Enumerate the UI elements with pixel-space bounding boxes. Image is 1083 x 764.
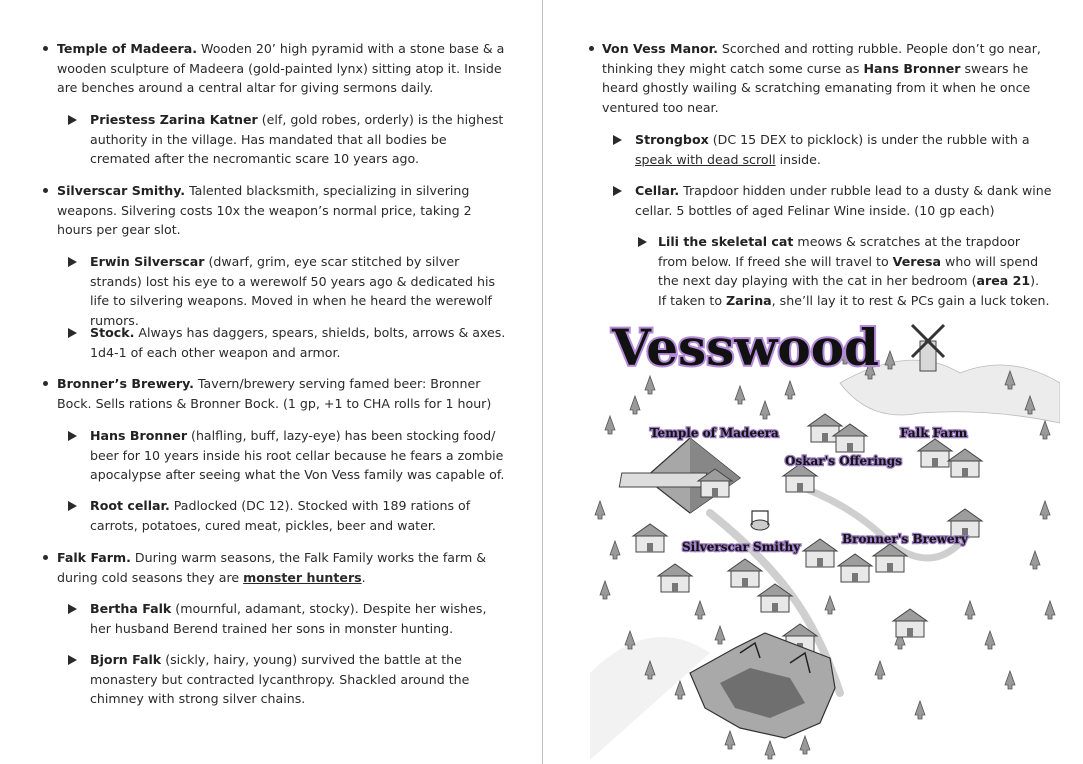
farm-end: . bbox=[361, 569, 366, 585]
bertha-name: Bertha Falk bbox=[90, 601, 172, 616]
area-ref: area 21 bbox=[976, 273, 1031, 289]
bullet-arrow bbox=[68, 257, 77, 267]
bullet-arrow bbox=[638, 237, 647, 247]
lili-name: Lili the skeletal cat bbox=[658, 234, 794, 249]
manor-hans-name: Hans Bronner bbox=[863, 60, 961, 76]
map-label-oskar: Oskar's Offerings bbox=[785, 454, 902, 468]
bullet-dot bbox=[589, 46, 594, 51]
brewery-entry bbox=[57, 374, 507, 413]
erwin-text: (dwarf, grim, eye scar stitched by silver strands) lost his eye to a werewolf 50 years ago & dedicated his life to silvering weapons. Moved in when he heard the werewolf rumors. bbox=[90, 254, 496, 328]
root-cellar-name: Root cellar. bbox=[90, 498, 170, 513]
temple-text: Wooden 20’ high pyramid with a stone base & a wooden sculpture of Madeera (gold-painted lynx) sitting atop it. Inside are benches around a central altar for giving sermons daily. bbox=[57, 41, 505, 96]
bullet-dot bbox=[43, 46, 48, 51]
strongbox-entry bbox=[635, 130, 1055, 169]
cellar-text: Trapdoor hidden under rubble lead to a dusty & dank wine cellar. 5 bottles of aged Felinar Wine inside. (10 gp each) bbox=[635, 183, 1052, 218]
temple-name: Temple of Madeera. bbox=[57, 41, 197, 56]
manor-text: Scorched and rotting rubble. People don’t go near, thinking they might catch some curse as bbox=[602, 41, 1041, 76]
bullet-arrow bbox=[613, 135, 622, 145]
strongbox-name: Strongbox bbox=[635, 132, 709, 147]
village-map bbox=[590, 313, 1060, 760]
bullet-arrow bbox=[68, 604, 77, 614]
strongbox-text: (DC 15 DEX to picklock) is under the rubble with a bbox=[708, 132, 1030, 147]
bullet-arrow bbox=[68, 501, 77, 511]
bertha-text: (mournful, adamant, stocky). Despite her wishes, her husband Berend trained her sons in monster hunting. bbox=[90, 601, 487, 636]
bjorn-name: Bjorn Falk bbox=[90, 652, 162, 667]
stock-name: Stock. bbox=[90, 325, 135, 340]
bullet-arrow bbox=[613, 186, 622, 196]
bertha-entry bbox=[90, 599, 510, 638]
bullet-dot bbox=[43, 381, 48, 386]
cellar-name: Cellar. bbox=[635, 183, 680, 198]
smithy-name: Silverscar Smithy. bbox=[57, 183, 186, 198]
erwin-entry bbox=[90, 252, 510, 330]
bullet-arrow bbox=[68, 328, 77, 338]
brewery-name: Bronner’s Brewery. bbox=[57, 376, 194, 391]
lili-text: meows & scratches at the trapdoor from below. If freed she will travel to bbox=[658, 234, 1021, 269]
monster-hunters-link[interactable]: monster hunters bbox=[243, 569, 362, 585]
farm-name: Falk Farm. bbox=[57, 550, 131, 565]
map-label-temple: Temple of Madeera bbox=[650, 426, 779, 440]
priestess-text: (elf, gold robes, orderly) is the highest authority in the village. Has mandated that all bodies be cremated after the necromantic scare 10 years ago. bbox=[90, 112, 504, 167]
farm-text: During warm seasons, the Falk Family works the farm & during cold seasons they are bbox=[57, 550, 487, 585]
smithy-entry bbox=[57, 181, 507, 240]
zarina-name: Zarina bbox=[726, 292, 772, 308]
bullet-arrow bbox=[68, 115, 77, 125]
veresa-name: Veresa bbox=[892, 253, 942, 269]
erwin-name: Erwin Silverscar bbox=[90, 254, 205, 269]
stock-text: Always has daggers, spears, shields, bolts, arrows & axes. 1d4-1 of each other weapon and armor. bbox=[90, 325, 506, 360]
hans-text: (halfling, buff, lazy-eye) has been stocking food/ beer for 10 years inside his root cellar because he fears a zombie apocalypse after seeing what the Von Vess family was capable of. bbox=[90, 428, 505, 483]
village-well bbox=[751, 511, 769, 530]
lili-text-2: who will spend the next day playing with the cat in her bedroom ( bbox=[658, 253, 1039, 289]
brewery-text: Tavern/brewery serving famed beer: Bronner Bock. Sells rations & Bronner Bock. (1 gp, +1 to CHA rolls for 1 hour) bbox=[57, 376, 492, 411]
bullet-dot bbox=[43, 555, 48, 560]
priestess-entry bbox=[90, 110, 510, 169]
bjorn-text: (sickly, hairy, young) survived the battle at the monastery but contracted lycanthropy. Shackled around the chimney with strong silver chains. bbox=[90, 652, 470, 707]
bjorn-entry bbox=[90, 650, 510, 709]
map-title: Vesswood bbox=[612, 318, 880, 377]
stock-entry bbox=[90, 323, 510, 362]
root-cellar-text: Padlocked (DC 12). Stocked with 189 rations of carrots, potatoes, cured meat, pickles, beer and water. bbox=[90, 498, 471, 533]
temple-entry bbox=[57, 39, 507, 98]
manor-name: Von Vess Manor. bbox=[602, 41, 718, 56]
hans-entry bbox=[90, 426, 510, 485]
map-label-falk-farm: Falk Farm bbox=[900, 426, 968, 440]
map-label-bronner: Bronner's Brewery bbox=[842, 532, 968, 546]
bullet-arrow bbox=[68, 655, 77, 665]
lili-text-5: , she’ll lay it to rest & PCs gain a luck token. bbox=[771, 292, 1050, 308]
root-cellar-entry bbox=[90, 496, 510, 535]
hans-name: Hans Bronner bbox=[90, 428, 188, 443]
farm-entry bbox=[57, 548, 507, 587]
bullet-arrow bbox=[68, 431, 77, 441]
strongbox-end: inside. bbox=[775, 151, 821, 167]
hill-shape bbox=[590, 637, 710, 760]
bullet-dot bbox=[43, 188, 48, 193]
lili-text-4: If taken to bbox=[658, 292, 727, 308]
cellar-entry bbox=[635, 181, 1055, 220]
speak-with-dead-scroll-link[interactable]: speak with dead scroll bbox=[635, 151, 776, 167]
smithy-text: Talented blacksmith, specializing in silvering weapons. Silvering costs 10x the weapon’s normal price, taking 2 hours per gear slot. bbox=[57, 183, 472, 238]
map-label-silverscar: Silverscar Smithy bbox=[682, 540, 801, 554]
manor-entry bbox=[602, 39, 1042, 117]
priestess-name: Priestess Zarina Katner bbox=[90, 112, 258, 127]
manor-text-2: swears he heard ghostly wailing & scratching emanating from it when he once ventured too near. bbox=[602, 60, 1031, 115]
lili-entry bbox=[658, 232, 1050, 310]
lili-text-3: ). bbox=[1030, 273, 1040, 289]
